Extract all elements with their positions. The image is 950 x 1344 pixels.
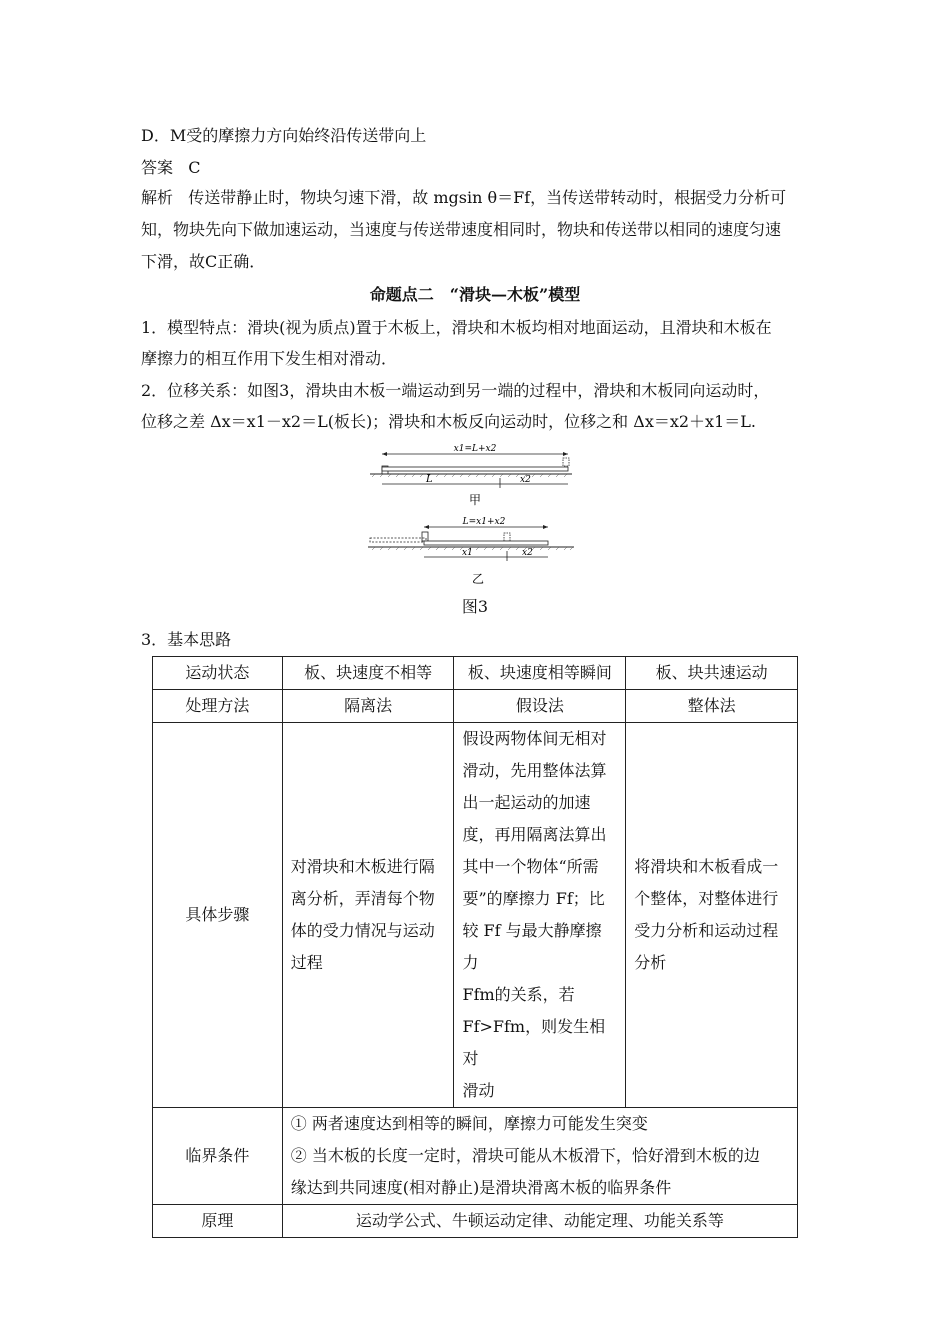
model-feature-line-2: 摩擦力的相互作用下发生相对滑动． <box>141 349 398 368</box>
table-row-principle <box>153 1205 798 1238</box>
method-label: 处理方法 <box>153 690 283 723</box>
header-cell-state: 运动状态 <box>153 657 283 690</box>
table-row-header <box>153 657 798 690</box>
steps-col-common <box>626 723 798 1108</box>
displacement-line-2: 位移之差 Δx＝x1－x2＝L(板长)；滑块和木板反向运动时，位移之和 Δx＝x2＋x1＝L. <box>141 412 756 431</box>
steps-equal-line: 要”的摩擦力 Ff；比 <box>462 889 605 908</box>
analysis-line-3: 下滑，故C正确． <box>141 252 266 271</box>
header-cell-equal-instant: 板、块速度相等瞬间 <box>454 657 626 690</box>
fig-a-L-label: L <box>426 474 433 485</box>
displacement-line-1: 2．位移关系：如图3，滑块由木板一端运动到另一端的过程中，滑块和木板同向运动时， <box>141 381 770 400</box>
steps-equal-line: Ff>Ffm，则发生相对 <box>462 1017 606 1068</box>
header-cell-common: 板、块共速运动 <box>626 657 798 690</box>
critical-line: ② 当木板的长度一定时，滑块可能从木板滑下，恰好滑到木板的边 <box>290 1146 760 1165</box>
principle-label: 原理 <box>153 1205 283 1238</box>
header-cell-unequal: 板、块速度不相等 <box>282 657 454 690</box>
basic-heading: 3．基本思路 <box>141 630 232 649</box>
fig-b-caption: 乙 <box>471 572 485 586</box>
steps-equal-line: 滑动 <box>462 1081 495 1100</box>
steps-col-unequal <box>282 723 454 1108</box>
steps-common-line: 个整体，对整体进行 <box>634 889 779 908</box>
steps-unequal-line: 对滑块和木板进行隔 <box>290 857 435 876</box>
method-isolation: 隔离法 <box>282 690 454 723</box>
analysis-line-1 <box>141 188 786 208</box>
table-row-method <box>153 690 798 723</box>
section-title: 命题点二 “滑块—木板”模型 <box>369 285 581 304</box>
critical-line: ① 两者速度达到相等的瞬间，摩擦力可能发生突变 <box>290 1114 648 1133</box>
fig-b-top-label: L=x1+x2 <box>462 517 506 527</box>
fig-b-x2-label: x2 <box>522 548 533 558</box>
steps-label: 具体步骤 <box>153 723 283 1108</box>
steps-unequal-line: 过程 <box>290 953 323 972</box>
steps-common-line: 将滑块和木板看成一 <box>634 857 779 876</box>
steps-equal-line: Ffm的关系，若 <box>462 985 575 1004</box>
steps-equal-line: 度，再用隔离法算出 <box>462 825 607 844</box>
fig-a-caption: 甲 <box>468 493 482 507</box>
table-row-critical <box>153 1108 798 1205</box>
figure-b <box>360 515 590 587</box>
fig-a-block-end <box>563 458 569 466</box>
steps-unequal-line: 离分析，弄清每个物 <box>290 889 435 908</box>
fig-b-block-start <box>422 532 428 541</box>
fig-a-top-label: x1=L+x2 <box>453 444 497 454</box>
method-whole: 整体法 <box>626 690 798 723</box>
critical-content <box>282 1108 797 1205</box>
steps-unequal-line: 体的受力情况与运动 <box>290 921 435 940</box>
steps-equal-line: 假设两物体间无相对 <box>462 729 607 748</box>
fig-b-board-start <box>370 538 426 542</box>
method-hypothesis: 假设法 <box>454 690 626 723</box>
steps-col-equal-instant <box>454 723 626 1108</box>
steps-common-line: 分析 <box>634 953 667 972</box>
principle-text: 运动学公式、牛顿运动定律、动能定理、功能关系等 <box>282 1205 797 1238</box>
critical-label: 临界条件 <box>153 1108 283 1205</box>
answer-line <box>141 158 201 178</box>
analysis-label: 解析 <box>141 188 174 207</box>
steps-equal-line: 滑动，先用整体法算 <box>462 761 607 780</box>
fig-b-board <box>424 541 548 545</box>
analysis-line-2: 知，物块先向下做加速运动，当速度与传送带速度相同时，物块和传送带以相同的速度匀速 <box>141 220 782 239</box>
analysis-text-1: 传送带静止时，物块匀速下滑，故 mgsin θ＝Ff，当传送带转动时，根据受力分析可 <box>188 188 787 207</box>
model-feature-line-1: 1．模型特点：滑块(视为质点)置于木板上，滑块和木板均相对地面运动，且滑块和木板在 <box>141 318 772 337</box>
fig-a-board <box>382 467 568 471</box>
figure-caption: 图3 <box>461 597 489 616</box>
figure-a <box>360 440 590 510</box>
critical-line: 缘达到共同速度(相对静止)是滑块滑离木板的临界条件 <box>290 1178 672 1197</box>
steps-equal-line: 较 Ff 与最大静摩擦力 <box>462 921 602 972</box>
option-d: D．M受的摩擦力方向始终沿传送带向上 <box>141 126 427 145</box>
fig-a-x2-label: x2 <box>520 475 531 485</box>
answer-label: 答案 <box>141 158 174 177</box>
answer-value: C <box>188 158 201 177</box>
steps-common-line: 受力分析和运动过程 <box>634 921 779 940</box>
ideas-table <box>152 656 798 1238</box>
steps-equal-line: 其中一个物体“所需 <box>462 857 599 876</box>
fig-b-x1-label: x1 <box>462 548 473 558</box>
fig-b-block-end <box>504 533 510 541</box>
steps-equal-line: 出一起运动的加速 <box>462 793 591 812</box>
table-row-steps <box>153 723 798 1108</box>
